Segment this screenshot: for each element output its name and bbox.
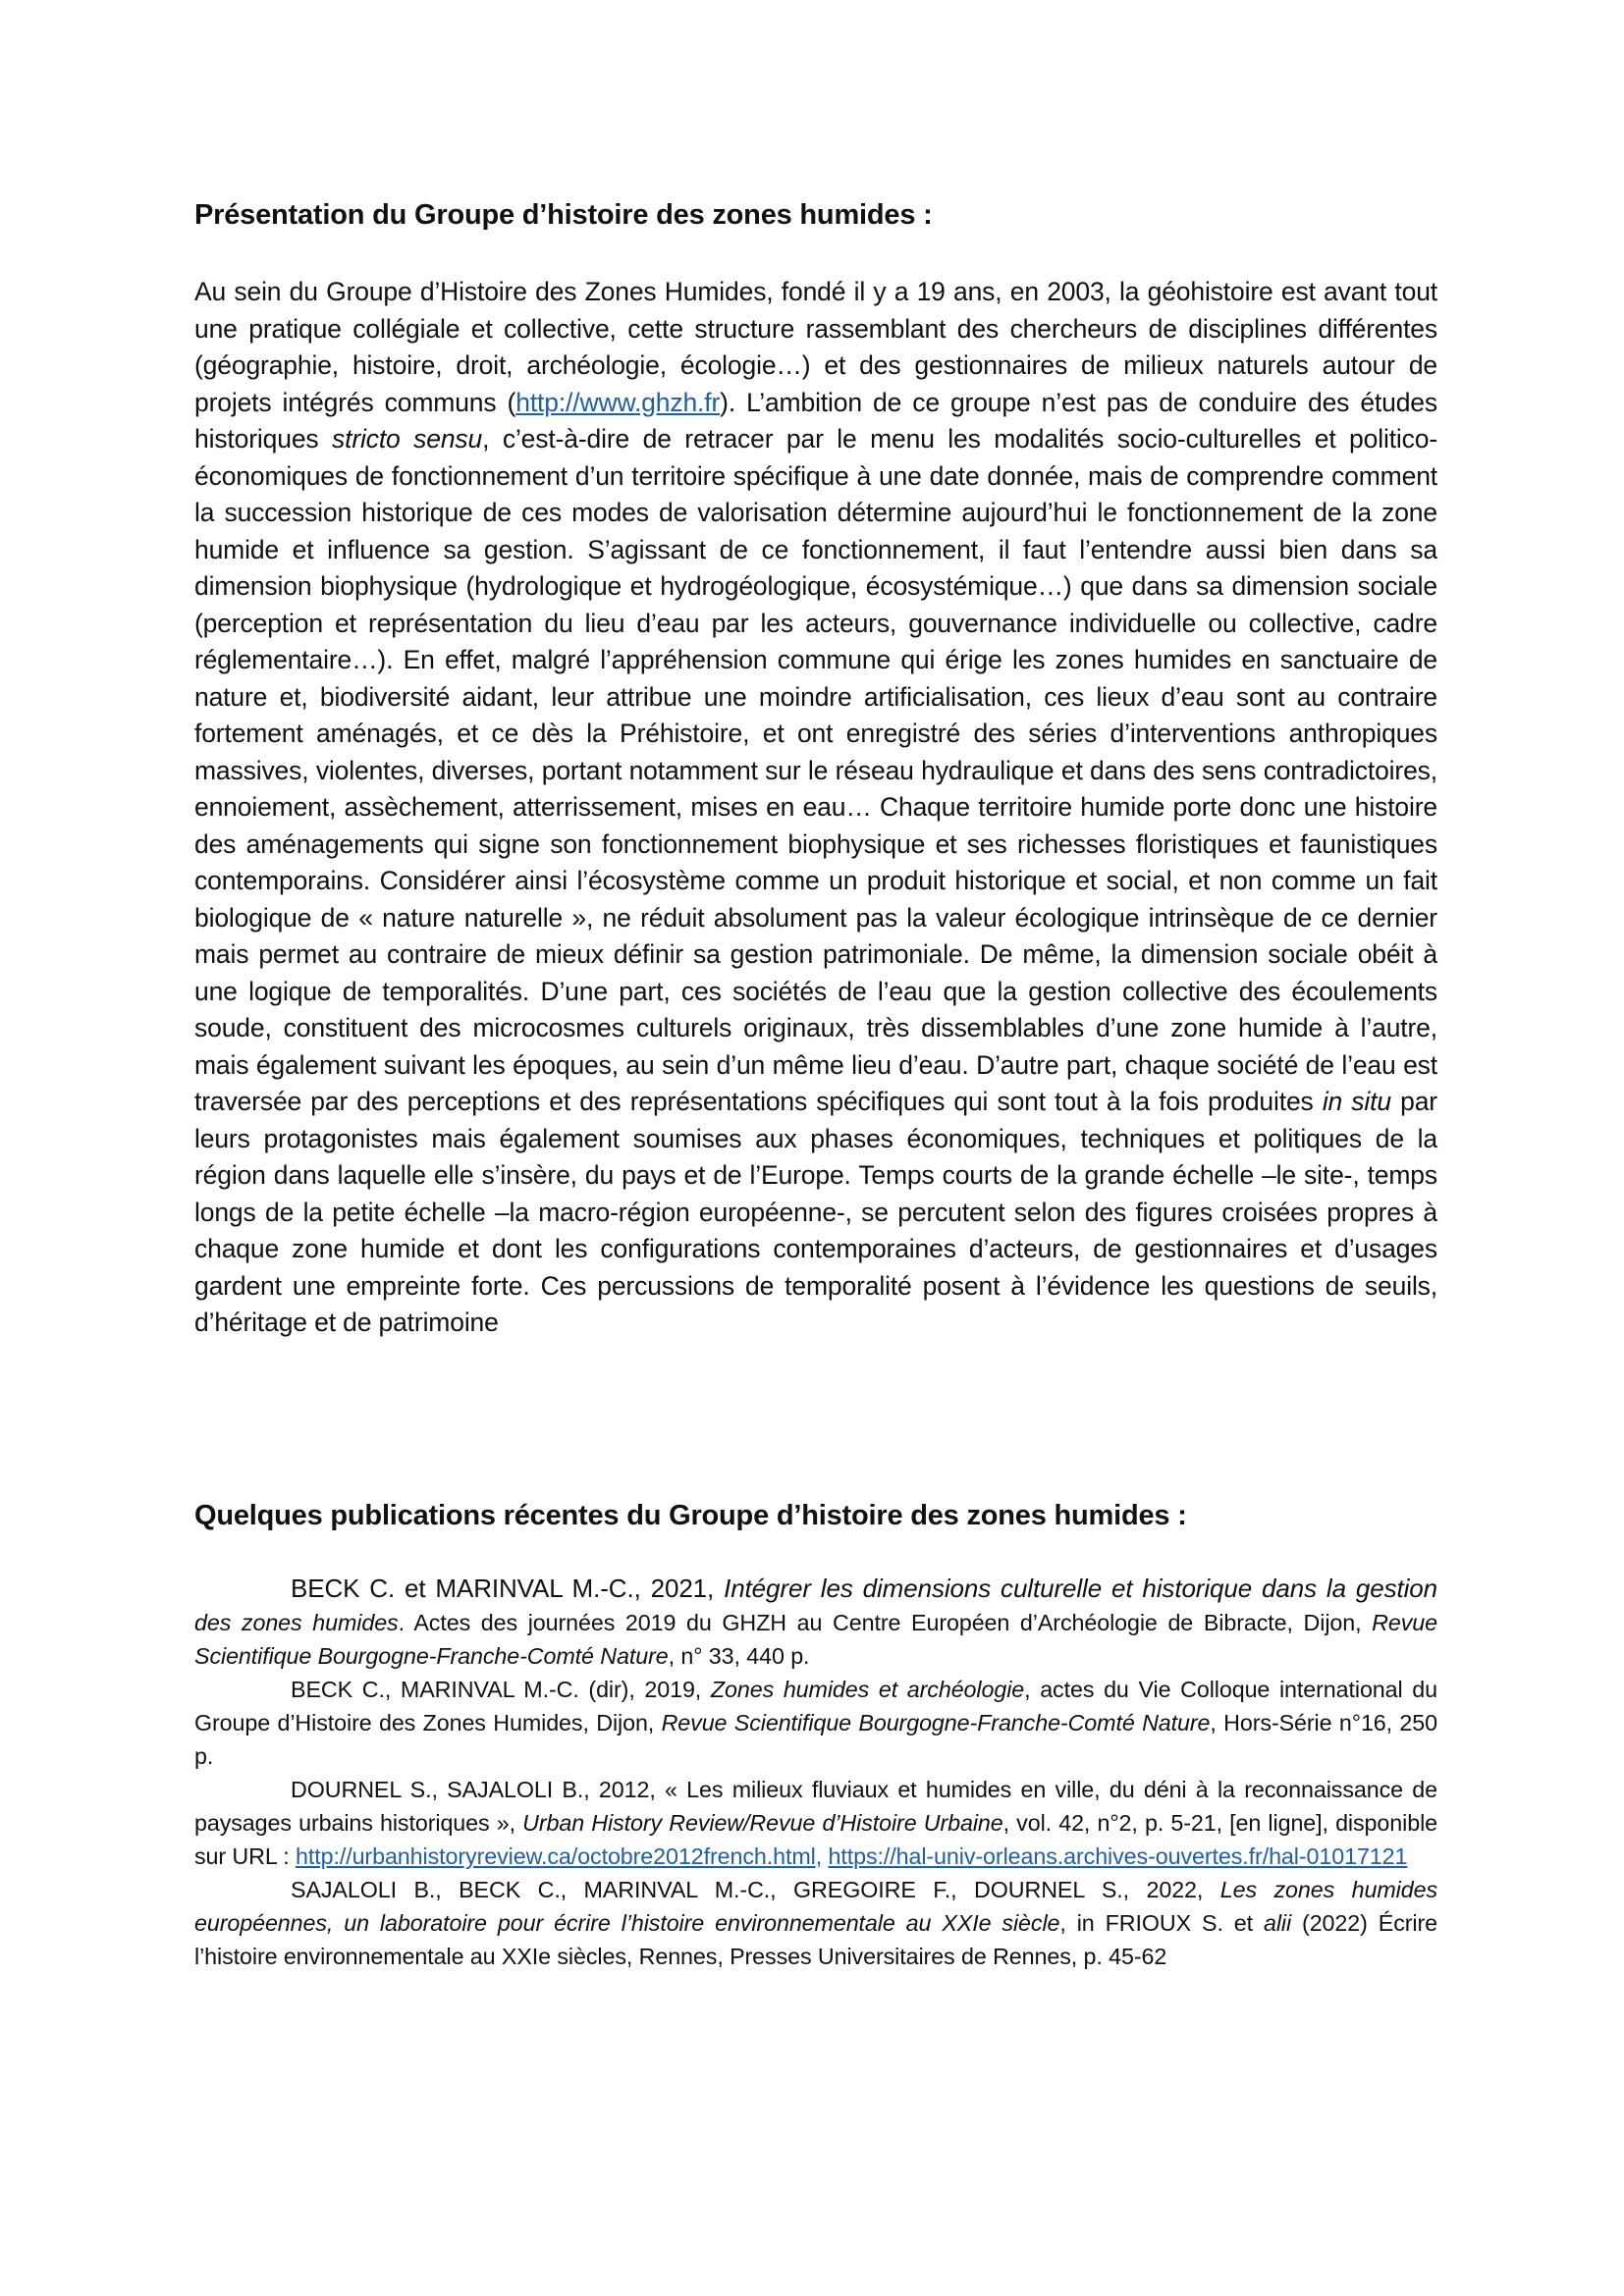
intro-text-a: Au sein du Groupe d’Histoire des Zones Humides, fondé il y a 19 ans, en 2003, la géohistoire est avant tout une pratique collégiale et collective, cette structure rassemblant des chercheurs de disciplines différentes (géographie, histoire, droit, archéologie, écologie…) et des gestionnaires de milieux naturels autour de projets intégrés communs ( [194, 277, 1437, 417]
intro-em-stricto: stricto sensu [332, 424, 483, 454]
section-title-publications: Quelques publications récentes du Groupe d’histoire des zones humides : [194, 1500, 1187, 1531]
ghzh-link[interactable]: http://www.ghzh.fr [515, 387, 721, 417]
pub4-alii: alii [1263, 1910, 1292, 1936]
pub1-journal: Revue Scientifique Bourgogne-Franche-Comté Nature [194, 1610, 1437, 1669]
intro-paragraph [194, 274, 1437, 1342]
pub3-text-b: , vol. 42, n°2, p. 5-21, [en ligne], disponible sur URL : [194, 1810, 1437, 1869]
pub2-text-a: BECK C., MARINVAL M.-C. (dir), 2019, [291, 1677, 711, 1702]
publication-item [194, 1773, 1437, 1873]
pub2-text-c: , Hors-Série n°16, 250 p. [194, 1710, 1437, 1769]
pub2-journal: Revue Scientifique Bourgogne-Franche-Comté Nature [661, 1710, 1211, 1735]
intro-text-c: , c’est-à-dire de retracer par le menu les modalités socio-culturelles et politico-économiques de fonctionnement d’un territoire spécifique à une date donnée, mais de comprendre comment la succession historique de ces modes de valorisation détermine aujourd’hui le fonctionnement de la zone humide et influence sa gestion. S’agissant de ce fonctionnement, il faut l’entendre aussi bien dans sa dimension biophysique (hydrologique et hydrogéologique, écosystémique…) que dans sa dimension sociale (perception et représentation du lieu d’eau par les acteurs, gouvernance individuelle ou collective, cadre réglementaire…). En effet, malgré l’appréhension commune qui érige les zones humides en sanctuaire de nature et, biodiversité aidant, leur attribue une moindre artificialisation, ces lieux d’eau sont au contraire fortement aménagés, et ce dès la Préhistoire, et ont enregistré des séries d’interventions anthropiques massives, violentes, diverses, portant notamment sur le réseau hydraulique et dans des sens contradictoires, ennoiement, assèchement, atterrissement, mises en eau… Chaque territoire humide porte donc une histoire des aménagements qui signe son fonctionnement biophysique et ses richesses floristiques et faunistiques contemporains. Considérer ainsi l’écosystème comme un produit historique et social, et non comme un fait biologique de « nature naturelle », ne réduit absolument pas la valeur écologique intrinsèque de ce dernier mais permet au contraire de mieux définir sa gestion patrimoniale. De même, la dimension sociale obéit à une logique de temporalités. D’une part, ces sociétés de l’eau que la gestion collective des écoulements soude, constituent des microcosmes culturels originaux, très dissemblables d’une zone humide à l’autre, mais également suivant les époques, au sein d’un même lieu d’eau. D’autre part, chaque société de l’eau est traversée par des perceptions et des représentations spécifiques qui sont tout à la fois produites [194, 424, 1438, 1116]
pub4-text-b: , in FRIOUX S. et [1059, 1910, 1264, 1936]
publication-item [194, 1873, 1437, 1973]
pub1-authors: BECK C. et MARINVAL M.-C., 2021, [291, 1574, 725, 1603]
urban-history-link[interactable]: http://urbanhistoryreview.ca/octobre2012french.html, [296, 1843, 823, 1869]
pub4-text-c: (2022) Écrire l’histoire environnementale au XXIe siècles, Rennes, Presses Universitaires de Rennes, p. 45-62 [194, 1910, 1437, 1969]
pub3-journal: Urban History Review/Revue d’Histoire Urbaine [522, 1810, 1003, 1836]
intro-text-b: ). L’ambition de ce groupe n’est pas de conduire des études historiques [194, 387, 1437, 454]
publications-list [194, 1572, 1437, 1973]
intro-em-insitu: in situ [1322, 1087, 1391, 1116]
publication-item [194, 1673, 1437, 1773]
pub3-text-a: DOURNEL S., SAJALOLI B., 2012, « Les milieux fluviaux et humides en ville, du déni à la reconnaissance de paysages urbains historiques », [194, 1777, 1437, 1836]
intro-text-d: par leurs protagonistes mais également soumises aux phases économiques, techniques et politiques de la région dans laquelle elle s’insère, du pays et de l’Europe. Temps courts de la grande échelle –le site-, temps longs de la petite échelle –la macro-région européenne-, se percutent selon des figures croisées propres à chaque zone humide et dont les configurations contemporaines d’acteurs, de gestionnaires et d’usages gardent une empreinte forte. Ces percussions de temporalité posent à l’évidence les questions de seuils, d’héritage et de patrimoine [194, 1087, 1437, 1337]
pub1-title-lead: Intégrer les dimensions culturelle et historique dans la gestion [724, 1574, 1437, 1603]
pub1-text-b: , n° 33, 440 p. [668, 1643, 810, 1669]
pub4-text-a: SAJALOLI B., BECK C., MARINVAL M.-C., GREGOIRE F., DOURNEL S., 2022, [291, 1877, 1220, 1902]
hal-link[interactable]: https://hal-univ-orleans.archives-ouvertes.fr/hal-01017121 [828, 1843, 1408, 1869]
pub2-text-b: , actes du Vie Colloque international du Groupe d’Histoire des Zones Humides, Dijon, [194, 1677, 1437, 1735]
section-title-presentation: Présentation du Groupe d’histoire des zones humides : [194, 199, 933, 231]
publication-item [194, 1572, 1437, 1673]
pub1-title-rest: des zones humides [194, 1610, 399, 1635]
pub1-text-a: . Actes des journées 2019 du GHZH au Centre Européen d’Archéologie de Bibracte, Dijon, [398, 1610, 1373, 1635]
pub2-title: Zones humides et archéologie [710, 1677, 1025, 1702]
pub4-title: Les zones humides européennes, un laboratoire pour écrire l’histoire environnementale au XXIe siècle [194, 1877, 1437, 1936]
